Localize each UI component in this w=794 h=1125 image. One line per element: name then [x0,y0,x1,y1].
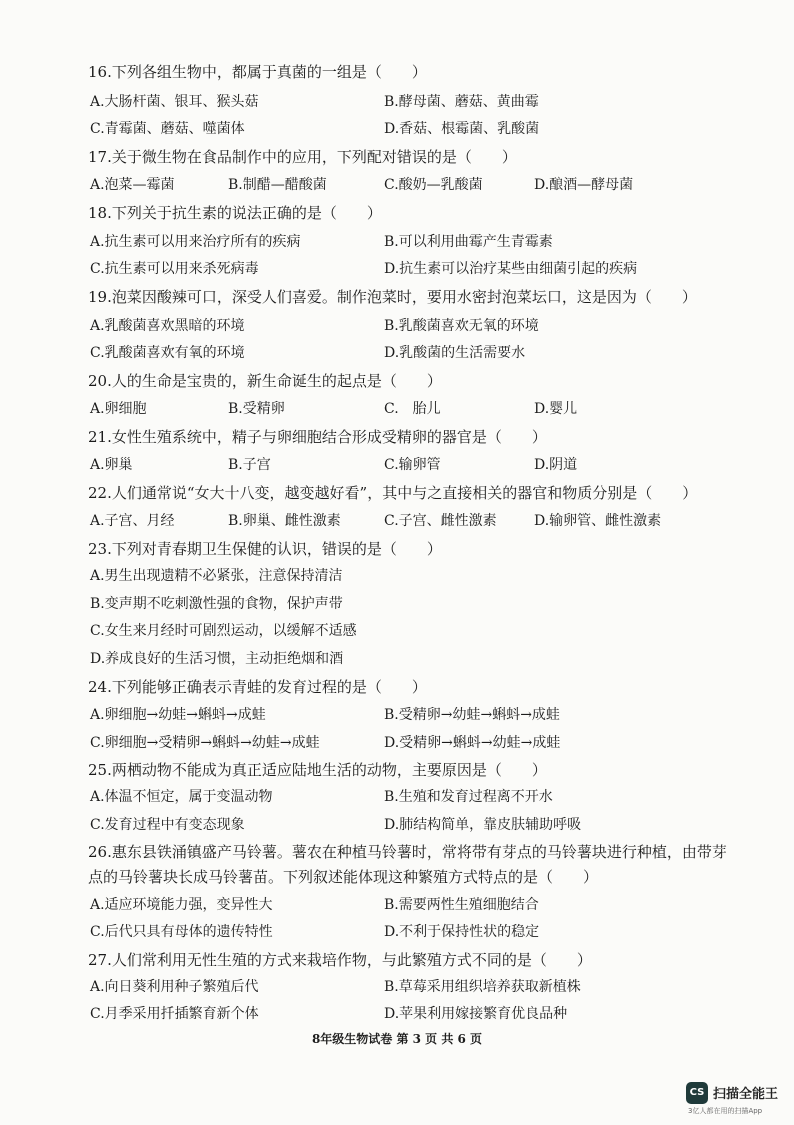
option-d: D.养成良好的生活习惯，主动拒绝烟和酒 [90,651,344,667]
option-b: B.子宫 [228,457,271,473]
question-stem: 23.下列对青春期卫生保健的认识，错误的是（ ） [88,540,442,558]
question-stem: 17.关于微生物在食品制作中的应用，下列配对错误的是（ ） [88,148,517,166]
option-d: D.婴儿 [534,401,578,417]
option-c: C.乳酸菌喜欢有氧的环境 [90,345,245,361]
option-b: B.受精卵 [228,401,285,417]
option-c: C. 胎儿 [384,401,441,417]
option-c: C.发育过程中有变态现象 [90,817,245,833]
scanner-watermark [686,1080,786,1116]
question-stem: 27.人们常利用无性生殖的方式来栽培作物，与此繁殖方式不同的是（ ） [88,951,592,969]
option-b: B.制醋—醋酸菌 [228,177,327,193]
option-c: C.女生来月经时可剧烈运动，以缓解不适感 [90,623,357,639]
option-c: C.输卵管 [384,457,441,473]
question-stem: 18.下列关于抗生素的说法正确的是（ ） [88,204,382,222]
option-c: C.青霉菌、蘑菇、噬菌体 [90,121,245,137]
page-footer: 8年级生物试卷 第 3 页 共 6 页 [311,1032,483,1046]
question-stem: 20.人的生命是宝贵的，新生命诞生的起点是（ ） [88,372,442,390]
option-a: A.男生出现遗精不必紧张，注意保持清洁 [90,568,343,584]
option-a: A.抗生素可以用来治疗所有的疾病 [90,234,301,250]
option-d: D.乳酸菌的生活需要水 [384,345,526,361]
question-stem: 19.泡菜因酸辣可口，深受人们喜爱。制作泡菜时，要用水密封泡菜坛口，这是因为（ ） [88,288,697,306]
watermark-title: 扫描全能王 [713,1087,779,1102]
option-d: D.苹果利用嫁接繁育优良品种 [384,1006,568,1022]
option-b: B.草莓采用组织培养获取新植株 [384,979,581,995]
option-b: B.乳酸菌喜欢无氧的环境 [384,318,539,334]
option-d: D.不利于保持性状的稳定 [384,924,540,940]
option-b: B.需要两性生殖细胞结合 [384,897,539,913]
option-d: D.阴道 [534,457,578,473]
question-stem-continued: 点的马铃薯块长成马铃薯苗。下列叙述能体现这种繁殖方式特点的是（ ） [88,868,599,886]
option-b: B.生殖和发育过程离不开水 [384,789,553,805]
option-a: A.卵细胞 [90,401,147,417]
option-b: B.卵巢、雌性激素 [228,513,341,529]
question-stem: 24.下列能够正确表示青蛙的发育过程的是（ ） [88,678,427,696]
option-b: B.受精卵→幼蛙→蝌蚪→成蛙 [384,707,560,723]
option-c: C.酸奶—乳酸菌 [384,177,483,193]
question-stem: 21.女性生殖系统中，精子与卵细胞结合形成受精卵的器官是（ ） [88,428,547,446]
watermark-subtitle: 3亿人都在用的扫描App [688,1107,763,1115]
option-c: C.月季采用扦插繁育新个体 [90,1006,259,1022]
option-d: D.酿酒—酵母菌 [534,177,634,193]
option-c: C.卵细胞→受精卵→蝌蚪→幼蛙→成蛙 [90,735,320,751]
option-d: D.受精卵→蝌蚪→幼蛙→成蛙 [384,735,561,751]
option-a: A.泡菜—霉菌 [90,177,175,193]
option-c: C.子宫、雌性激素 [384,513,497,529]
option-b: B.变声期不吃刺激性强的食物，保护声带 [90,596,343,612]
option-a: A.大肠杆菌、银耳、猴头菇 [90,94,259,110]
option-b: B.酵母菌、蘑菇、黄曲霉 [384,94,539,110]
question-stem: 16.下列各组生物中，都属于真菌的一组是（ ） [88,63,427,81]
option-d: D.肺结构简单，靠皮肤辅助呼吸 [384,817,582,833]
option-b: B.可以利用曲霉产生青霉素 [384,234,553,250]
question-stem: 25.两栖动物不能成为真正适应陆地生活的动物，主要原因是（ ） [88,761,547,779]
option-a: A.体温不恒定，属于变温动物 [90,789,273,805]
option-a: A.适应环境能力强，变异性大 [90,897,273,913]
option-a: A.卵细胞→幼蛙→蝌蚪→成蛙 [90,707,266,723]
option-a: A.向日葵利用种子繁殖后代 [90,979,259,995]
option-d: D.输卵管、雌性激素 [534,513,662,529]
option-d: D.香菇、根霉菌、乳酸菌 [384,121,540,137]
option-a: A.卵巢 [90,457,133,473]
option-d: D.抗生素可以治疗某些由细菌引起的疾病 [384,261,638,277]
option-a: A.子宫、月经 [90,513,175,529]
option-c: C.抗生素可以用来杀死病毒 [90,261,259,277]
option-c: C.后代只具有母体的遗传特性 [90,924,273,940]
camscanner-logo-icon: CS [686,1082,708,1104]
question-stem: 26.惠东县铁涌镇盛产马铃薯。薯农在种植马铃薯时，常将带有芽点的马铃薯块进行种植，由带芽 [88,843,727,861]
option-a: A.乳酸菌喜欢黑暗的环境 [90,318,245,334]
question-stem: 22.人们通常说“女大十八变，越变越好看”，其中与之直接相关的器官和物质分别是（ ） [88,484,698,502]
